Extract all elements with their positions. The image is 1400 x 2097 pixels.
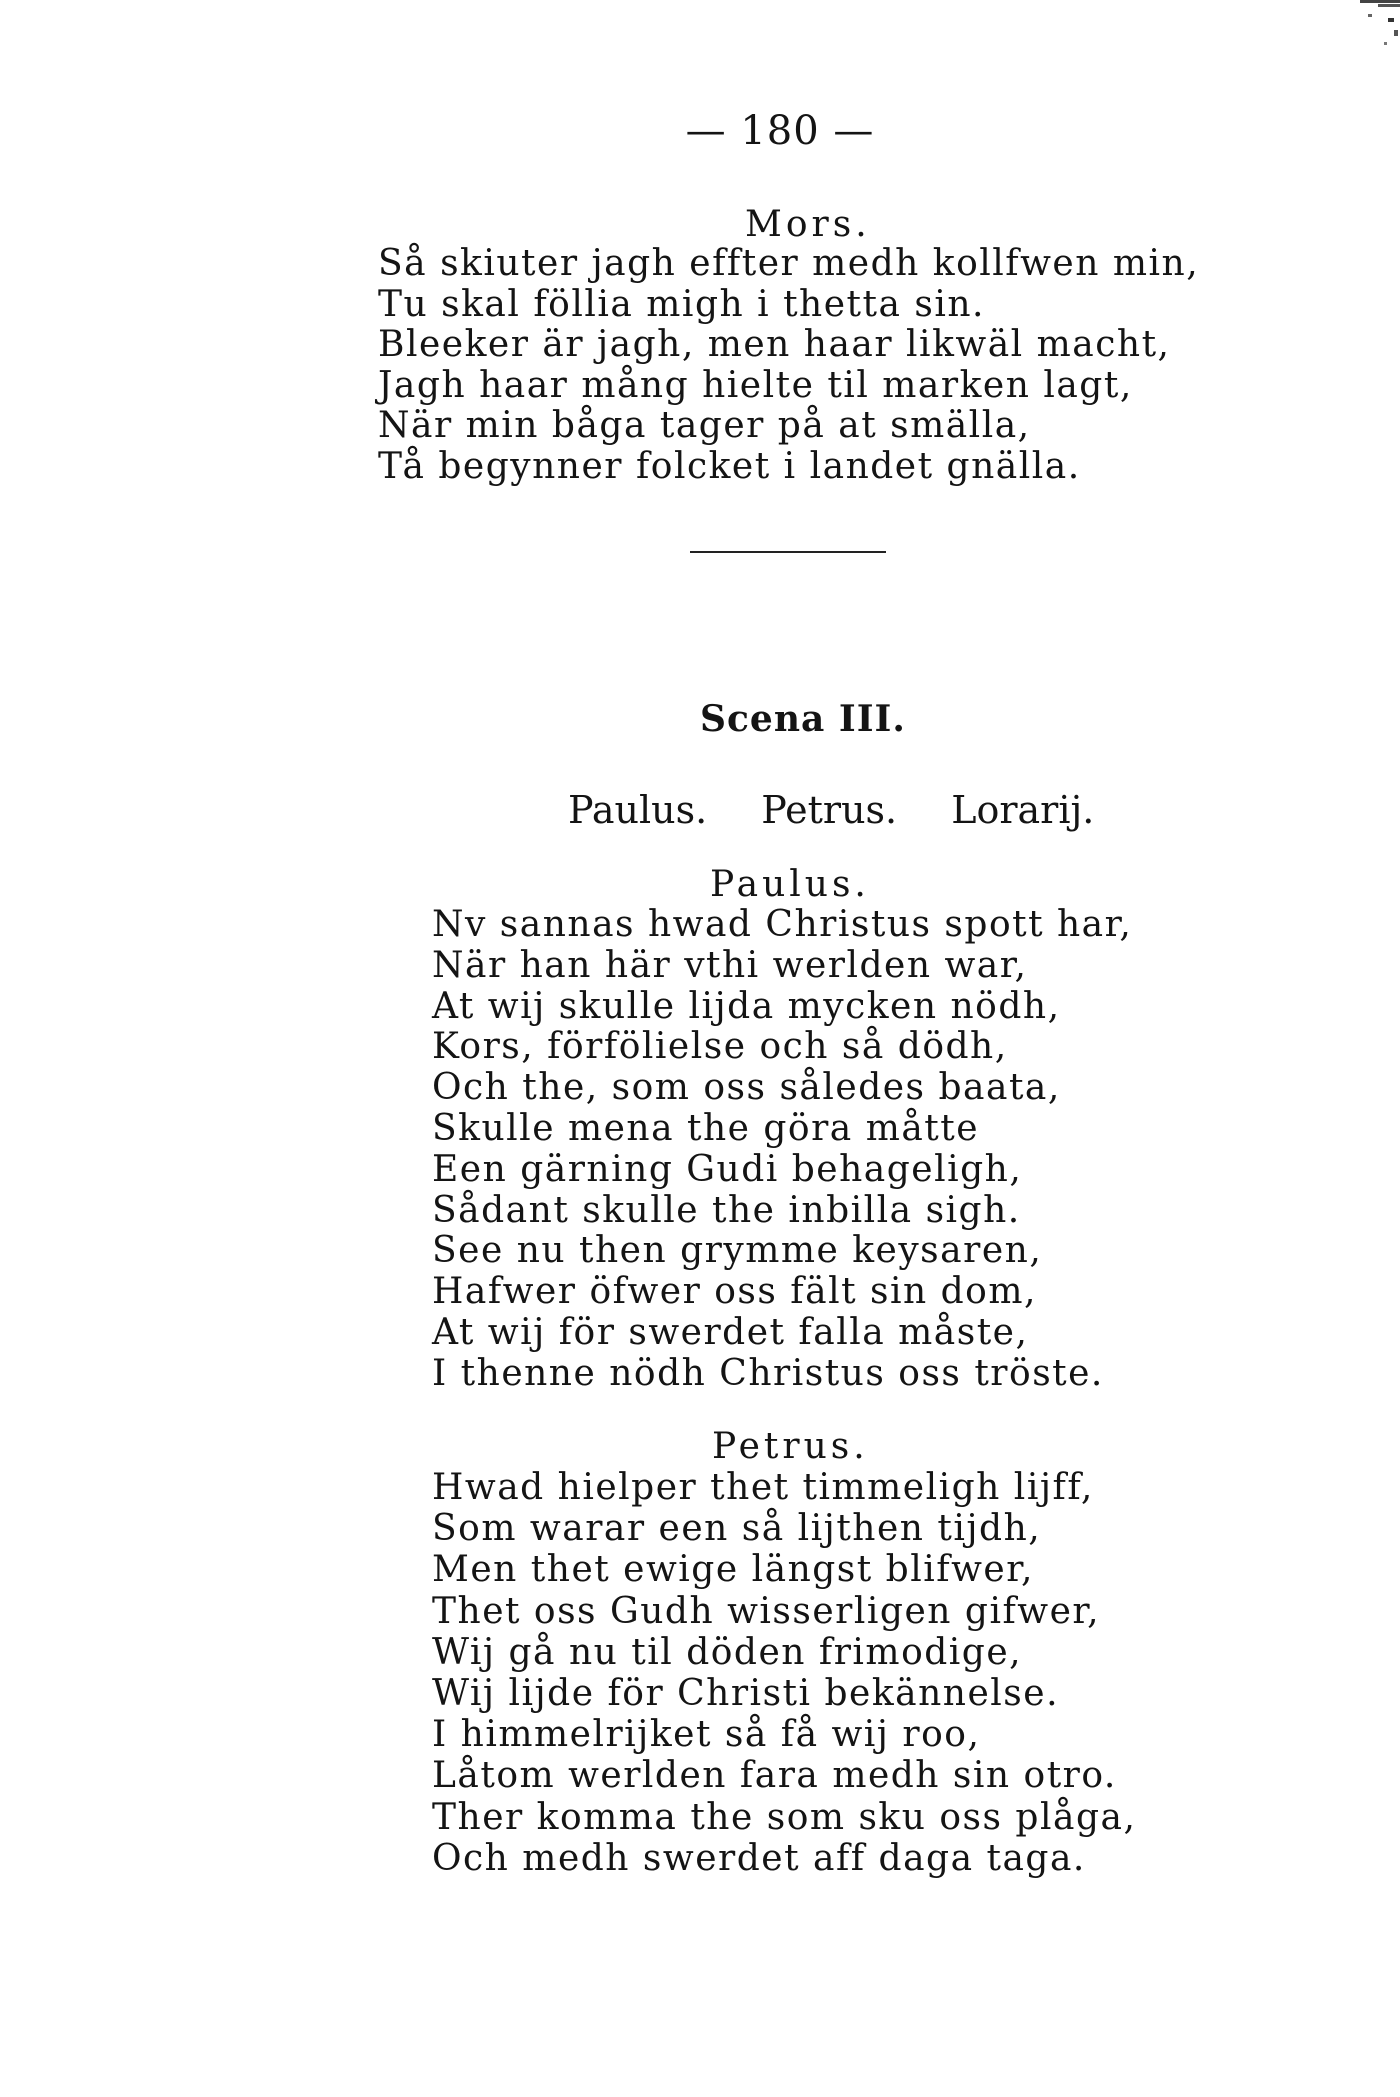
cast-member: Petrus.	[761, 788, 898, 832]
verse-line: Wij lijde för Christi bekännelse.	[432, 1672, 1060, 1714]
verse-block-petrus	[432, 1467, 1136, 1879]
verse-line: At wij för swerdet falla måste,	[432, 1311, 1029, 1353]
verse-line: Sådant skulle the inbilla sigh.	[432, 1189, 1021, 1231]
verse-line: See nu then grymme keysaren,	[432, 1230, 1043, 1272]
cast-member: Paulus.	[568, 788, 708, 832]
verse-line: Thet oss Gudh wisserligen gifwer,	[432, 1590, 1101, 1632]
speaker-heading-petrus: Petrus.	[712, 1426, 869, 1467]
verse-line: Bleeker är jagh, men haar likwäl macht,	[378, 324, 1171, 365]
verse-line: Jagh haar mång hielte til marken lagt,	[378, 364, 1133, 406]
verse-line: Kors, förfölielse och så dödh,	[432, 1026, 1008, 1068]
verse-line: Låtom werlden fara medh sin otro.	[432, 1755, 1117, 1797]
verse-line: I thenne nödh Christus oss tröste.	[432, 1352, 1104, 1394]
verse-line: Men thet ewige längst blifwer,	[432, 1549, 1034, 1591]
verse-line: Och medh swerdet aff daga taga.	[432, 1837, 1086, 1879]
verse-line: Tå begynner folcket i landet gnälla.	[378, 445, 1081, 487]
scan-speck-marks	[1260, 0, 1400, 60]
verse-line: Skulle mena the göra måtte	[432, 1107, 980, 1149]
verse-block-mors	[378, 244, 1199, 487]
verse-line: I himmelrijket så få wij roo,	[432, 1714, 981, 1756]
cast-list	[568, 788, 1118, 832]
verse-line: Så skiuter jagh effter medh kollfwen min,	[378, 243, 1200, 284]
verse-line: Hwad hielper thet timmeligh lijff,	[432, 1467, 1094, 1508]
verse-line: Och the, som oss således baata,	[432, 1067, 1061, 1109]
verse-line: Hafwer öfwer oss fält sin dom,	[432, 1271, 1037, 1313]
verse-line: Een gärning Gudi behageligh,	[432, 1148, 1023, 1190]
verse-line: Nv sannas hwad Christus spott har,	[432, 904, 1133, 945]
page-number: — 180 —	[685, 108, 875, 154]
section-divider	[690, 551, 886, 553]
verse-line: När han här vthi werlden war,	[432, 944, 1028, 986]
verse-line: At wij skulle lijda mycken nödh,	[432, 985, 1061, 1027]
verse-line: Som warar een så lijthen tijdh,	[432, 1508, 1042, 1550]
verse-line: Tu skal föllia migh i thetta sin.	[378, 283, 985, 325]
scene-title: Scena III.	[700, 698, 906, 740]
speaker-heading-mors: Mors.	[745, 204, 871, 245]
verse-line: När min båga tager på at smälla,	[378, 405, 1031, 446]
speaker-heading-paulus: Paulus.	[710, 864, 870, 905]
verse-line: Ther komma the som sku oss plåga,	[432, 1796, 1137, 1838]
verse-line: Wij gå nu til döden frimodige,	[432, 1631, 1023, 1673]
verse-block-paulus	[432, 905, 1132, 1395]
cast-member: Lorarij.	[951, 788, 1095, 832]
